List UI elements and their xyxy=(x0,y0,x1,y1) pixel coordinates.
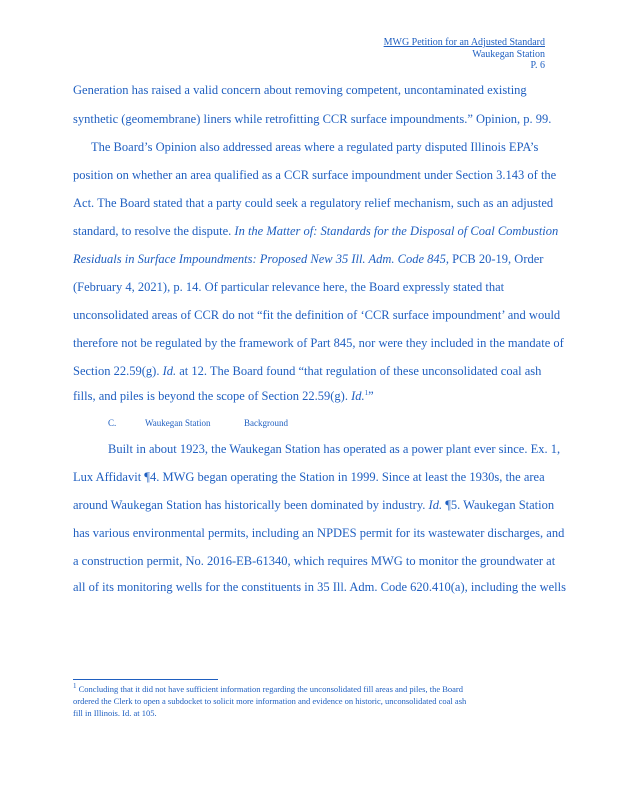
section-letter: C. xyxy=(108,418,117,428)
body-line-10: therefore not be regulated by the framework of Part 845, nor were they included in the mandate of xyxy=(73,336,564,350)
page-header xyxy=(384,37,545,72)
footnote-line-1 xyxy=(73,684,463,694)
section-line-1: Built in about 1923, the Waukegan Station has operated as a power plant ever since. Ex. 1, xyxy=(108,442,561,456)
case-citation-italic: In the Matter of: Standards for the Disposal of Coal Combustion xyxy=(234,224,559,238)
body-line-12 xyxy=(73,389,374,403)
closing-quote: ” xyxy=(368,389,374,403)
header-title: MWG Petition for an Adjusted Standard xyxy=(383,37,545,48)
id-citation: Id. xyxy=(351,389,365,403)
section-title-part2: Background xyxy=(244,418,288,428)
body-text: Section 22.59(g). xyxy=(73,364,160,378)
section-line-4: has various environmental permits, including an NPDES permit for its wastewater discharges, and xyxy=(73,526,565,540)
header-page-number: P. 6 xyxy=(530,60,545,71)
body-text: ¶5. Waukegan Station xyxy=(445,498,555,512)
body-line-9: unconsolidated areas of CCR do not “fit the definition of ‘CCR surface impoundment’ and would xyxy=(73,308,561,322)
footnote-text: Concluding that it did not have sufficient information regarding the unconsolidated fill areas and piles, the Board xyxy=(78,684,463,694)
section-line-6: all of its monitoring wells for the constituents in 35 Ill. Adm. Code 620.410(a), including the wells xyxy=(73,580,566,594)
footnote-ref: 1 xyxy=(364,388,369,397)
body-line-4: position on whether an area qualified as a CCR surface impoundment under Section 3.143 of the xyxy=(73,168,557,182)
body-line-2: synthetic (geomembrane) liners while retrofitting CCR surface impoundments.” Opinion, p. 99. xyxy=(73,112,552,126)
body-text: fills, and piles is beyond the scope of Section 22.59(g). xyxy=(73,389,348,403)
body-line-5: Act. The Board stated that a party could seek a regulatory relief mechanism, such as an adjusted xyxy=(73,196,554,210)
body-text: at 12. The Board found “that regulation of these unconsolidated coal ash xyxy=(179,364,542,378)
footnote-line-2: ordered the Clerk to open a subdocket to solicit more information and evidence on historic, unconsolidated coal ash xyxy=(73,696,467,706)
section-title-part1: Waukegan Station xyxy=(145,418,211,428)
section-line-5: a construction permit, No. 2016-EB-61340, which requires MWG to monitor the groundwater at xyxy=(73,554,556,568)
body-text: PCB 20-19, Order xyxy=(452,252,544,266)
body-text: standard, to resolve the dispute. xyxy=(73,224,232,238)
section-line-3 xyxy=(73,498,554,512)
body-line-8: (February 4, 2021), p. 14. Of particular relevance here, the Board expressly stated that xyxy=(73,280,505,294)
footnote-marker: 1 xyxy=(73,682,77,691)
id-citation: Id. xyxy=(162,364,177,378)
body-line-6 xyxy=(73,224,558,238)
footnote-line-3: fill in Illinois. Id. at 105. xyxy=(73,708,157,718)
body-line-1: Generation has raised a valid concern about removing competent, uncontaminated existing xyxy=(73,83,527,97)
footnote-divider xyxy=(73,679,218,680)
id-citation: Id. xyxy=(428,498,443,512)
section-line-2: Lux Affidavit ¶4. MWG began operating the Station in 1999. Since at least the 1930s, the area xyxy=(73,470,545,484)
body-line-7 xyxy=(73,252,543,266)
header-station: Waukegan Station xyxy=(472,48,545,60)
body-line-11 xyxy=(73,364,541,378)
body-line-3: The Board’s Opinion also addressed areas where a regulated party disputed Illinois EPA’s xyxy=(91,140,539,154)
body-text: around Waukegan Station has historically been dominated by industry. xyxy=(73,498,426,512)
case-citation-italic-cont: Residuals in Surface Impoundments: Proposed New 35 Ill. Adm. Code 845, xyxy=(73,252,450,266)
